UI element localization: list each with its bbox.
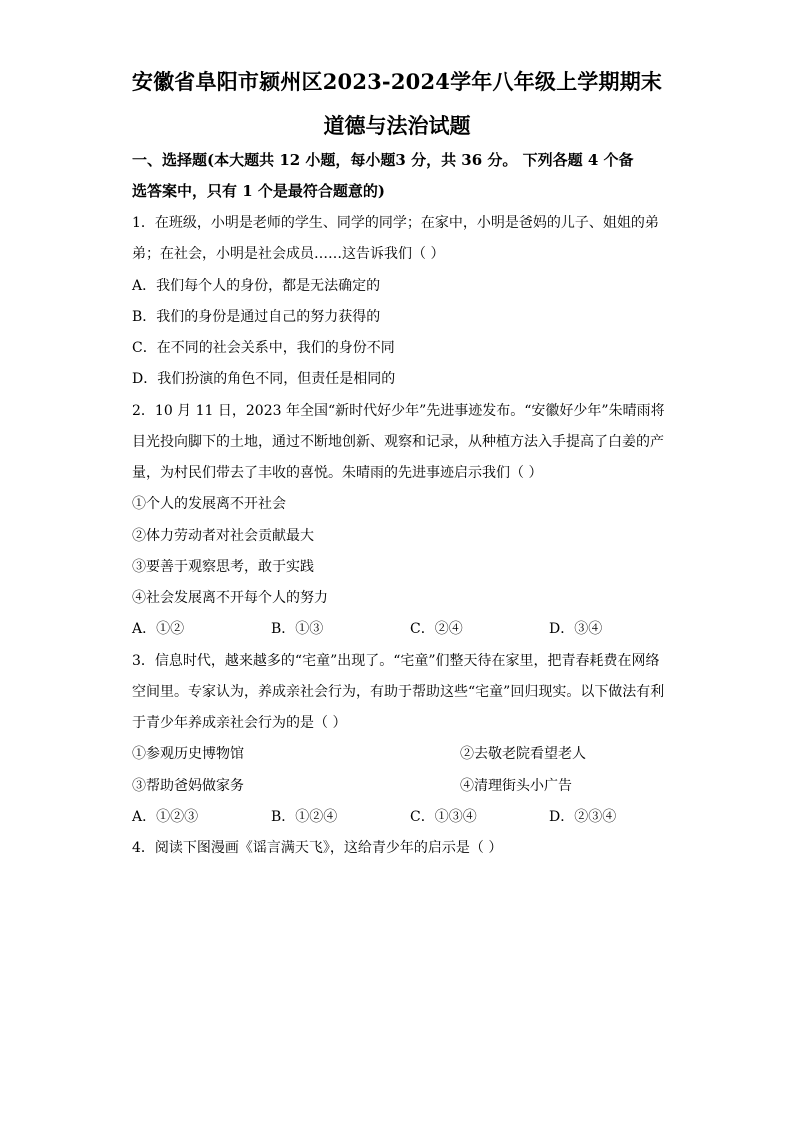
question-3-statement: ④清理街头小广告 — [460, 778, 572, 794]
question-1-option-c: C．在不同的社会关系中，我们的身份不同 — [132, 340, 395, 356]
question-1-stem: 弟；在社会，小明是社会成员……这告诉我们（ ） — [132, 246, 445, 262]
question-1-option-b: B．我们的身份是通过自己的努力获得的 — [132, 309, 381, 325]
section-heading-line: 选答案中，只有 1 个是最符合题意的) — [132, 182, 385, 200]
question-3-stem: 3．信息时代，越来越多的“宅童”出现了。“宅童”们整天待在家里，把青春耗费在网络 — [132, 653, 660, 669]
question-2-statement: ①个人的发展离不开社会 — [132, 496, 286, 512]
question-1-option-d: D．我们扮演的角色不同，但责任是相同的 — [132, 371, 396, 387]
question-2-option-d: D．③④ — [549, 621, 603, 637]
question-1-stem: 1．在班级，小明是老师的学生、同学的同学；在家中，小明是爸妈的儿子、姐姐的弟 — [132, 215, 659, 231]
section-heading — [132, 145, 662, 207]
question-2-stem: 2．10 月 11 日，2023 年全国“新时代好少年”先进事迹发布。“安徽好少年”朱晴雨将 — [132, 403, 665, 419]
question-3-option-d: D．②③④ — [549, 809, 617, 825]
question-3-stem: 于青少年养成亲社会行为的是（ ） — [132, 715, 347, 731]
question-3-option-c: C．①③④ — [410, 809, 477, 825]
question-2-statement: ④社会发展离不开每个人的努力 — [132, 590, 328, 606]
question-2-option-c: C．②④ — [410, 621, 463, 637]
question-2-statement: ③要善于观察思考，敢于实践 — [132, 559, 314, 575]
question-3-statement: ③帮助爸妈做家务 — [132, 778, 244, 794]
question-2-statement: ②体力劳动者对社会贡献最大 — [132, 528, 314, 544]
question-2-option-b: B．①③ — [271, 621, 324, 637]
question-2-option-a: A．①② — [132, 621, 185, 637]
question-2-stem: 目光投向脚下的土地，通过不断地创新、观察和记录，从种植方法入手提高了白姜的产 — [132, 434, 664, 450]
exam-title: 安徽省阜阳市颍州区2023-2024学年八年级上学期期末 — [131, 69, 663, 94]
exam-subject-title: 道德与法治试题 — [323, 113, 471, 138]
question-3-option-a: A．①②③ — [132, 809, 199, 825]
question-3-statement: ①参观历史博物馆 — [132, 746, 244, 762]
section-heading-line: 一、选择题(本大题共 12 小题，每小题3 分，共 36 分。 下列各题 4 个备 — [132, 151, 634, 169]
question-3-stem: 空间里。专家认为，养成亲社会行为，有助于帮助这些“宅童”回归现实。以下做法有利 — [132, 684, 665, 700]
question-3-option-b: B．①②④ — [271, 809, 338, 825]
question-1-option-a: A．我们每个人的身份，都是无法确定的 — [132, 278, 381, 294]
question-3-statement: ②去敬老院看望老人 — [460, 746, 586, 762]
question-2-stem: 量，为村民们带去了丰收的喜悦。朱晴雨的先进事迹启示我们（ ） — [132, 465, 543, 481]
question-4-stem: 4．阅读下图漫画《谣言满天飞》，这给青少年的启示是（ ） — [132, 840, 503, 856]
